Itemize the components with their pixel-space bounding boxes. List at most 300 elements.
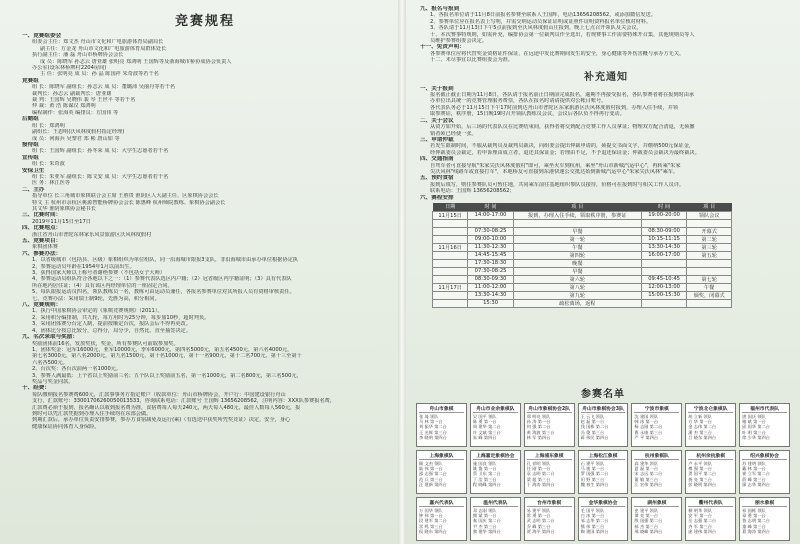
left-lines-line: 2019年11月15日至17日 [32,218,91,225]
schedule-cell: 第七轮 [687,275,732,283]
left-lines-line: 编程制作：张海英 编排员：方国伟 等 [32,109,119,116]
team-name: 宁波市象棋 [634,405,679,413]
right-notice_lines-line: 办单位出具统一的竞赛管理服务费票，各队在报名时请请提供对公帐目账号。 [430,98,607,105]
left-lines-line: 3、采用团体赛分台定人制，提前按顺定台次，报队会后不得再更改。 [32,321,191,328]
right-notice_lines-line: 若发生限制时间，不服从裁判员及裁判员裁决，向组委会提出仲裁申请的，须提交书面文字，并缴纳500元保证金， [430,143,695,150]
left-lines-line: 一、竞赛组委会 [22,33,62,39]
team-member: 谭 亮 第一台 [634,513,659,519]
team-member: 马 林 第一台 [419,419,443,425]
team-member: 张 琦 领队 [419,414,439,419]
team-member: 彭 晓明 第四台 [688,481,717,487]
team-member: 程 晓峰 第四台 [472,481,501,487]
team-name: 舟山市象棋 [419,405,464,413]
team-card [631,497,682,541]
team-name: 杭州余杭象棋 [688,452,733,460]
right-notice_lines-line: 从资方如开始，后三场的代表队员在比赛结束间，获得者将交到配合竞赛工作人员拿证；物理双方配合清退，无须撤 [430,124,695,131]
right-top_lines-line: 十二、未尽事宜以比赛组委会为准。 [430,57,514,64]
team-member: 侯 晓东 第四台 [419,528,447,534]
schedule-cell: 11:00-12:00 [468,283,513,291]
team-card [416,497,467,541]
team-member: 邢 晓峰 第四台 [634,528,663,534]
team-member: 史 建平 领队 [634,508,659,513]
team-grid [416,403,790,541]
team-name: 衢州代表队 [688,499,733,507]
left-lines-line: 成 员：陈晓军 孙志云 唐亚雄 张明亮 郑鸿明 王国辉等及浙海城市桥协成协会负责人 [40,58,232,65]
right-top_lines-line: 员维护参赛组委会决定。 [430,38,488,45]
left-lines-line: 组委会主任：郑文杰 舟山市文化和广电旅游体育局副局长 [32,39,164,46]
team-card [416,450,467,494]
team-member: 邓 志刚 领队 [472,508,497,513]
team-member: 金 志伟 第二台 [688,424,717,430]
schedule-cell [641,267,686,275]
left-lines-line: 所在地内居住证；（4）具有该区内经理单位的一座固定合同。 [32,282,173,289]
team-member: 田 野 第三台 [580,476,605,482]
schedule-row [433,219,732,227]
team-member: 雷 鸣 第三台 [419,523,443,529]
left-lines-line: 五、竞赛项目： [22,238,62,244]
schedule-row [433,283,732,291]
team-member: 蔡 卫东 第二台 [472,471,501,477]
team-member: 葛 海涛 第四台 [742,528,770,534]
competition-rules-title: 竞赛规程 [174,14,235,29]
left-lines-line: 1、执行中国象棋协会审定的《象棋竞赛规则》（2011）。 [32,308,163,315]
schedule-cell [687,219,732,227]
team-card [739,497,790,541]
left-lines-line: 4、参赛运动员组队符合各地以下之一：（1）参赛代表队选区内户籍；（2）冠省级区内学籍证明；（3）具有代表队 [32,276,292,283]
left-lines-line: 安保卫生 [22,167,45,174]
schedule-cell [641,299,686,307]
schedule-cell: 10:15-11:15 [641,235,686,243]
team-member: 万 国华 领队 [419,508,443,513]
team-member: 范 兵 第三台 [419,476,443,482]
team-card [685,450,736,494]
schedule-cell [687,299,732,307]
left-lines-line: 2、采用积分编排制，共九轮，每方用时为25分钟，每步加10秒，超时判负。 [32,314,210,321]
team-member: 王 云飞 领队 [580,414,605,419]
schedule-cell: 12:00-13:00 [641,283,686,291]
left-lines-line: 六、参赛办法： [22,250,62,257]
left-lines-line: 浙江省舟山市普陀东林家乐风景旅游区沃风林度假村 [32,231,152,238]
schedule-header-cell: 时 间 [468,203,513,212]
team-member: 毛 国平 领队 [580,508,605,513]
team-member: 孔 祥明 领队 [526,461,551,466]
right-notice_lines-line: 一、关于报到 [420,85,454,92]
team-card [739,403,790,447]
team-member: 段 建军 第二台 [419,518,447,524]
schedule-cell [433,251,468,259]
team-card [578,450,629,494]
schedule-header-cell: 项 目 [513,203,641,212]
team-member: 章 勇 第一台 [742,513,766,519]
team-member: 丁 浩 第三台 [472,476,497,482]
team-name: 嘉兴代表队 [419,499,464,507]
team-member: 邹 志华 第二台 [580,518,609,524]
left-lines-line: 六名各500元。 [32,359,68,366]
team-card [631,450,682,494]
schedule-cell [433,219,468,227]
schedule-cell: 15:30 [468,299,513,307]
team-card [578,403,629,447]
left-lines-line: 成 员：何海兵 吴黎君 郑 彬 唐山如 等 [32,135,120,142]
schedule-cell: 第一轮 [513,235,641,243]
team-member: 高 建华 领队 [634,461,659,466]
left-lines-line: 组 长：郑鸿明 [32,122,65,129]
team-member: 吕 晓东 第四台 [688,434,717,440]
team-name: 宁波北仑象棋队 [688,405,733,413]
team-name: 福州市代表队 [742,405,787,413]
team-member: 唐 国庆 领队 [742,414,766,419]
team-member: 姚 俊 第一台 [472,466,497,472]
right-notice_lines-line: 报名截止截止日期为11月8日，各队请于报名前止日期前完成报名，逾期不再接受报名，各队参赛者将在报到时由承 [430,92,695,99]
team-member: 潘 杰 第三台 [688,429,712,435]
schedule-cell: 11:30-12:30 [468,243,513,251]
schedule-row [433,291,732,299]
schedule-cell: 第九轮 [513,291,641,299]
team-roster-title: 参赛名单 [581,389,625,400]
team-member: 陶 建国 第四台 [580,528,609,534]
schedule-row [433,243,732,251]
team-member: 贾 海平 第四台 [526,528,555,534]
left-lines-line: 特文 主 杭州市余杭区桃源智能桥牌协会会长 陈惠峰 杭州师院教练、象棋协会副会长 [32,199,226,206]
team-member: 于 海涛 第四台 [526,481,555,487]
right-top_lines-line: 1、各报名单位请于11月8日前报名参赛至联系人王国辉，电话13656208562，或添加微信发送。 [430,12,656,19]
team-member: 祁 国栋 领队 [742,508,766,513]
schedule-row [433,251,732,259]
team-member: 郝 杰 第三台 [634,523,659,529]
team-card [685,403,736,447]
team-name: 上海象棋队 [419,452,464,460]
left-lines-line: 竞赛组 [22,77,39,84]
team-member: 袁 志明 第二台 [526,471,555,477]
schedule-cell: 第三轮 [687,243,732,251]
left-lines-line: 接待组 [22,141,39,148]
team-member: 叶 明 第三台 [742,429,766,435]
team-member: 钱 国栋 第二台 [580,424,609,430]
team-member: 薛 峰 第三台 [742,476,766,482]
team-member: 马 骏 第一台 [580,466,605,472]
right-notice_lines-line: 联系电话：王国辉 13656208562； [430,188,515,195]
schedule-cell [468,219,513,227]
left-lines-line: 3、参赛人满最低：上个省以上奖励前三名；五个队以上奖励前五名，第一名1000元，第二名800元，第三名500元， [32,372,302,379]
team-member: 苏 建明 领队 [742,461,766,466]
team-card [470,403,521,447]
right-notice_lines-line: 五、预约食宿 [420,175,454,182]
schedule-cell [433,259,468,267]
team-member: 江 宏伟 第四台 [634,481,663,487]
team-member: 许 文斌 第三台 [472,429,501,435]
schedule-cell: 07:30-08:25 [468,227,513,235]
left-lines-line: 支行，汇款账号：33001706260050013533，咨询联系电话：汇款账号 王国辉 13656208562，注明内容：XXX队参赛报名费， [32,398,336,405]
team-member: 李 晓明 第四台 [419,434,447,440]
right-notice_lines-line: 六、赛程安排 [420,194,454,201]
schedule-cell [433,291,468,299]
team-member: 郑 明亮 领队 [526,414,551,419]
left-lines-line: 裁 判：王国辉 吴晓伟 裴 琴 王世平 等若干名 [32,97,136,104]
team-member: 庞 建伟 第四台 [688,528,717,534]
left-lines-line: 第七名3000元，第八名2000元，第九名1500元，第十名1000元，第十一名900元，第十二名700元，第十三至第十 [32,353,302,360]
left-lines-line: 三、比赛时间： [22,212,62,219]
team-member: 黄 海波 第三台 [526,429,555,435]
left-lines-line: 2、台次奖：各台次前两一名1000元。 [32,366,122,373]
schedule-header-cell: 日期 [433,203,468,212]
rules-text [22,33,388,430]
team-member: 邵 志强 第二台 [419,471,447,477]
team-member: 徐 少华 第四台 [742,434,770,440]
schedule-cell: 07:30-08:25 [468,267,513,275]
schedule-cell: 早餐 [513,227,641,235]
schedule-cell [433,299,468,307]
schedule-cell: 第六轮 [513,275,641,283]
team-member: 宋 志远 第二台 [634,471,663,477]
team-member: 石 建平 领队 [580,461,605,466]
left-lines-line: 四、比赛地点： [22,225,62,232]
team-member: 朱 峰 第四台 [472,434,497,440]
right-notice_lines-line: 经仲裁委员会裁定，若申诉理由成立者，退还其保证金；若理由不足，不予退还保证金；仲裁委员会裁决为最终裁决。 [430,149,700,156]
team-name: 杭州象棋队 [634,452,679,460]
right-notice_lines-line: 三、申请仲裁 [420,136,454,143]
team-member: 熊 斌 第一台 [472,513,497,519]
team-member: 廖 志华 第四台 [742,481,770,487]
team-card [416,403,467,447]
team-member: 黎 建华 第四台 [472,528,501,534]
team-member: 何 强 第二台 [526,424,551,430]
team-member: 王 光辉 第三台 [419,429,447,435]
schedule-cell: 开幕式 [687,227,732,235]
schedule-cell: 13:30-14:30 [468,291,513,299]
schedule-cell: 第二轮 [687,235,732,243]
team-name: 湖州象棋 [634,499,679,507]
schedule-cell: 11月17日 [433,283,468,291]
team-member: 汪 建新 第四台 [419,481,447,487]
team-member: 顾 文杰 领队 [419,461,443,466]
right-notice_lines-line: 各代表队务必于11月15日下午17时前到达舟山市普陀区东家旅游区沃风林度假村报到，办理入住手续，并领 [430,104,679,111]
team-member: 鲁 志明 第二台 [742,518,770,524]
right-top_lines-line: 2、参赛单位应在报名表上写明，并需交纳运动员保证证明或证照件证明资料报名单位核对材料。 [430,18,652,25]
right-notice_lines-line: 二、关于会议 [420,117,454,124]
team-member: 乔 峰 第三台 [526,523,551,529]
team-member: 柳 明华 领队 [688,508,712,513]
schedule-cell: 14:00-17:00 [468,211,513,219]
schedule-row [433,299,732,307]
schedule-table [432,203,732,308]
schedule-cell: 晚餐 [513,259,641,267]
team-member: 傅 强 第一台 [688,466,712,472]
registration-text [420,6,792,64]
team-name: 金华象棋协会 [581,499,626,507]
left-lines-line: 仲 裁：黄 浩 陈谋汉 郑鸿明 [32,103,96,110]
schedule-cell: 早餐 [513,267,641,275]
left-lines-line: 十、经费： [22,385,50,392]
team-member: 殷 国强 第二台 [634,518,663,524]
team-member: 秦 国庆 第二台 [472,518,501,524]
left-lines-line: 奖励团体前16名，发放奖状，奖金，所有参赛队可前取参加奖。 [32,340,179,347]
schedule-cell: 颁奖，闭幕式 [687,291,732,299]
schedule-cell: 09:00-10:00 [468,235,513,243]
team-member: 梁 超 第三台 [526,476,551,482]
team-card [524,450,575,494]
team-member: 冯 俊 第三台 [580,429,605,435]
schedule-cell [687,267,732,275]
team-name: 温州代表队 [473,499,518,507]
team-member: 常 勇 第一台 [526,513,551,519]
left-lines-line: 副组长：王恩明(沃风林度假村指定经理) [32,129,125,136]
team-member: 严 平 第四台 [634,434,659,440]
schedule-row [433,227,732,235]
schedule-header-row [433,203,732,212]
right-top_lines-line: 各参赛单位应将代替奖金资格证件保证，在远途中发比赛期间发生的安全，身心健康等外伤害概与承办方无关。 [430,50,685,57]
team-name: 舟山市业余象棋队 [473,405,518,413]
schedule-cell: 领队会议 [687,211,732,219]
team-member: 胡 立新 领队 [688,414,712,419]
left-lines-line: 组 长：陈晓军 副组长：孙志云 成 员：董璐沛 吴丽丹等若干名 [32,84,176,91]
team-member: 卢 永平 领队 [688,461,712,466]
schedule-row [433,211,732,219]
left-lines-line: 其文华 淮阴象棋协会秘书长 [32,205,96,212]
schedule-cell: 14:45-15:45 [468,251,513,259]
schedule-cell: 08:30-09:00 [641,227,686,235]
left-lines-line: 1、以省级城市（包括县、区级）象棋组织为单位组队，同一沿海城市限报3支队，非沿海城市由承办单位根据协定执 [32,257,298,264]
schedule-row [433,275,732,283]
left-lines-line: 1、团体奖金：冠军16000元，亚军10000元，季军6000元，第四名5000元，第五名4500元，第六名4000元， [32,346,293,353]
schedule-cell [641,259,686,267]
left-lines-line: 指导单位 长三角城市象棋联合会主席 王胜贵 淮阴区人大副主任、区象棋协会会长 [32,193,219,200]
left-lines-line: 九、名次录取与奖励： [22,334,78,341]
team-member: 刘 振华 第二台 [419,424,447,430]
team-card [685,497,736,541]
team-member: 林 军 第四台 [526,434,551,440]
right-notice_lines-line: 自驾车者可直接导航"朱家尖沃风林度假村"即可，乘坐火车到杭州，乘坐"舟山市新城汽运中心"，再转乘"朱家 [430,162,681,169]
left-lines-line: 八、竞赛规则： [22,302,62,309]
team-member: 孙 涛 第一台 [526,419,551,425]
schedule-header-cell: 项 目 [687,203,732,212]
schedule-cell: 13:30-14:30 [641,243,686,251]
team-member: 安 平 第一台 [688,513,712,519]
team-card [524,497,575,541]
team-card [631,403,682,447]
right-notice_lines-line: 报到后填写，则住参赛队员可暂住地，共同乘车前往基地组织参队员接待，价格可在报到时与相关工作人员详。 [430,181,685,188]
team-card [470,450,521,494]
left-page [0,0,398,544]
team-member: 蒋 伟民 第四台 [580,434,609,440]
left-lines-line: 健康保证协同体育人身保险。 [32,423,100,430]
team-card [470,497,521,541]
team-member: 邱 国华 第二台 [742,424,770,430]
team-member: 曹 永康 第三台 [634,429,663,435]
team-member: 武 志明 第二台 [526,518,555,524]
right-notice_lines-line: 尖沃风林"线路车或直接打车"，本地桥友可直接到东港快速公交抵达始到新城汽运中心"朱家尖沃风林"乘车。 [430,168,679,175]
left-lines-line: 办公室(设东林桥牌村2204房间) [32,65,107,72]
schedule-cell [433,227,468,235]
left-lines-line: 组 长：朱奇波 [32,161,65,168]
team-member: 周 建华 第二台 [472,424,501,430]
schedule-cell: 15:00-15:30 [641,291,686,299]
left-lines-line: 执行副主任：潘 磊 舟山市桥牌协会会长 [32,52,124,59]
left-lines-line: 二、主办 [22,186,45,193]
team-member: 施 国良 领队 [472,461,497,466]
left-lines-line: 3、获得国家大师以上称号者谢绝参赛（不包括女子大师） [32,270,165,277]
schedule-row [433,235,732,243]
left-lines-line: 奖品与奖金同款。 [32,378,74,385]
team-name: 舟山市象棋协会2队 [528,407,570,412]
team-member: 易 建平 领队 [526,508,551,513]
schedule-cell: 19:00-20:00 [641,211,686,219]
schedule-cell [641,219,686,227]
team-member: 谢 斌 第一台 [742,419,766,425]
schedule-cell: 16:00-17:00 [641,251,686,259]
team-member: 董 敏 第三台 [634,476,659,482]
left-lines-line: 裁判长：孙志云 副裁判长：唐亚雄 [32,90,112,97]
team-member: 夏 磊 第一台 [634,466,659,472]
left-lines-line: 象棋团体赛 [32,244,58,251]
team-member: 沈 建国 领队 [634,414,659,419]
schedule-row [433,259,732,267]
team-name: 舟山市象棋协会3队 [582,407,624,412]
team-member: 陈 勇 第一台 [472,419,497,425]
schedule-cell: 17:30-18:30 [468,259,513,267]
schedule-cell: 报到，办理入住手续，领取秩序册，参赛证 [513,211,641,219]
right-notice_lines-line: 四、交通指南 [420,156,454,163]
left-lines-line: 副主任：方金龙 舟山市文化和广电旅游体育局群体处长 [40,45,167,52]
team-member: 魏 春生 第四台 [580,481,609,487]
team-card [524,403,575,447]
team-member: 齐 军 第三台 [688,523,712,529]
schedule-cell [433,235,468,243]
schedule-cell: 第四轮 [513,251,641,259]
schedule-cell: 08:30-09:30 [468,275,513,283]
schedule-cell [433,275,468,283]
left-lines-line: 到期汇款后，承办单位负责安排参赛，参办方食宿减免及运行(乘)（有选送中获奖所凭奖竞证）决定，安全，身心 [32,417,291,424]
left-lines-line: 2、参赛运动员年龄在1954年1月以前出生。 [32,263,135,270]
schedule-cell [687,259,732,267]
right-page [406,0,800,544]
left-lines-line: 每队缴纳报名参赛费600元，汇款事事务方指定账户（收款单位：舟山市桥牌协会，开户行：中国建设银行舟山 [32,391,286,398]
left-lines-line: 到时可以凭汇款凭据到办理入住手续均在东部会做。 [32,410,152,417]
left-lines-line: 5、每队限报运动员四名，领队教练员一名，教练可由运动员兼任，各报名参赛单位对其所报人员有资格审核责任。 [32,289,295,296]
schedule-cell [433,267,468,275]
schedule-header-cell: 时 间 [641,203,686,212]
team-member: 任 刚 第一台 [526,466,551,472]
schedule-cell: 第五轮 [687,251,732,259]
team-member: 钟 伟 第一台 [419,513,443,519]
right-top_lines-line: 十、本次赛事特规则，如需补充，编排协会第一位裁判员作全选出，若规赛事工作需要特殊开召集，其他规则员等人 [430,31,695,38]
team-member: 方 华 第一台 [688,419,712,425]
team-member: 贺 国平 第二台 [688,471,717,477]
schedule-cell [513,219,641,227]
team-member: 童 峰 第三台 [742,523,766,529]
left-lines-line: 汇款费必须于报到，报名确认以收到报名费为准，食宿费每人每天240元，两天每人480元，最佳人数每人560元，报 [32,404,301,411]
team-member: 陆 伟 第一台 [419,466,443,472]
right-top_lines-line: 3、各队请于11月13日下午5点前报到至沃风林度假山庄报到，晚上七点召开领队及关会议。 [430,25,642,32]
schedule-row [433,267,732,275]
team-member: 尹 杰 第三台 [472,523,497,529]
team-name: 上海嘉定象棋协会 [473,452,518,460]
notice-text [420,86,792,201]
schedule-cell: 09:45-10:45 [641,275,686,283]
supplementary-notice-title: 补充通知 [584,71,628,83]
team-roster [416,381,790,541]
team-name: 丽水象棋 [742,499,787,507]
schedule-cell: 11月16日 [433,243,468,251]
schedule-cell: 第八轮 [513,283,641,291]
left-lines-line: 组 长：朱亚军 副组长：陈文安 成 员：大学生志愿者若干名 [32,173,169,180]
team-member: 戴 林 第一台 [742,466,766,472]
team-name: 绍兴象棋协会 [742,452,787,460]
team-member: 熊 伟 第三台 [580,523,605,529]
team-name: 上海浦东象棋 [527,452,572,460]
team-member: 崔 立军 第二台 [742,471,770,477]
right-top_lines-line: 九、报名与报到 [420,6,460,12]
page-fold [398,0,406,544]
